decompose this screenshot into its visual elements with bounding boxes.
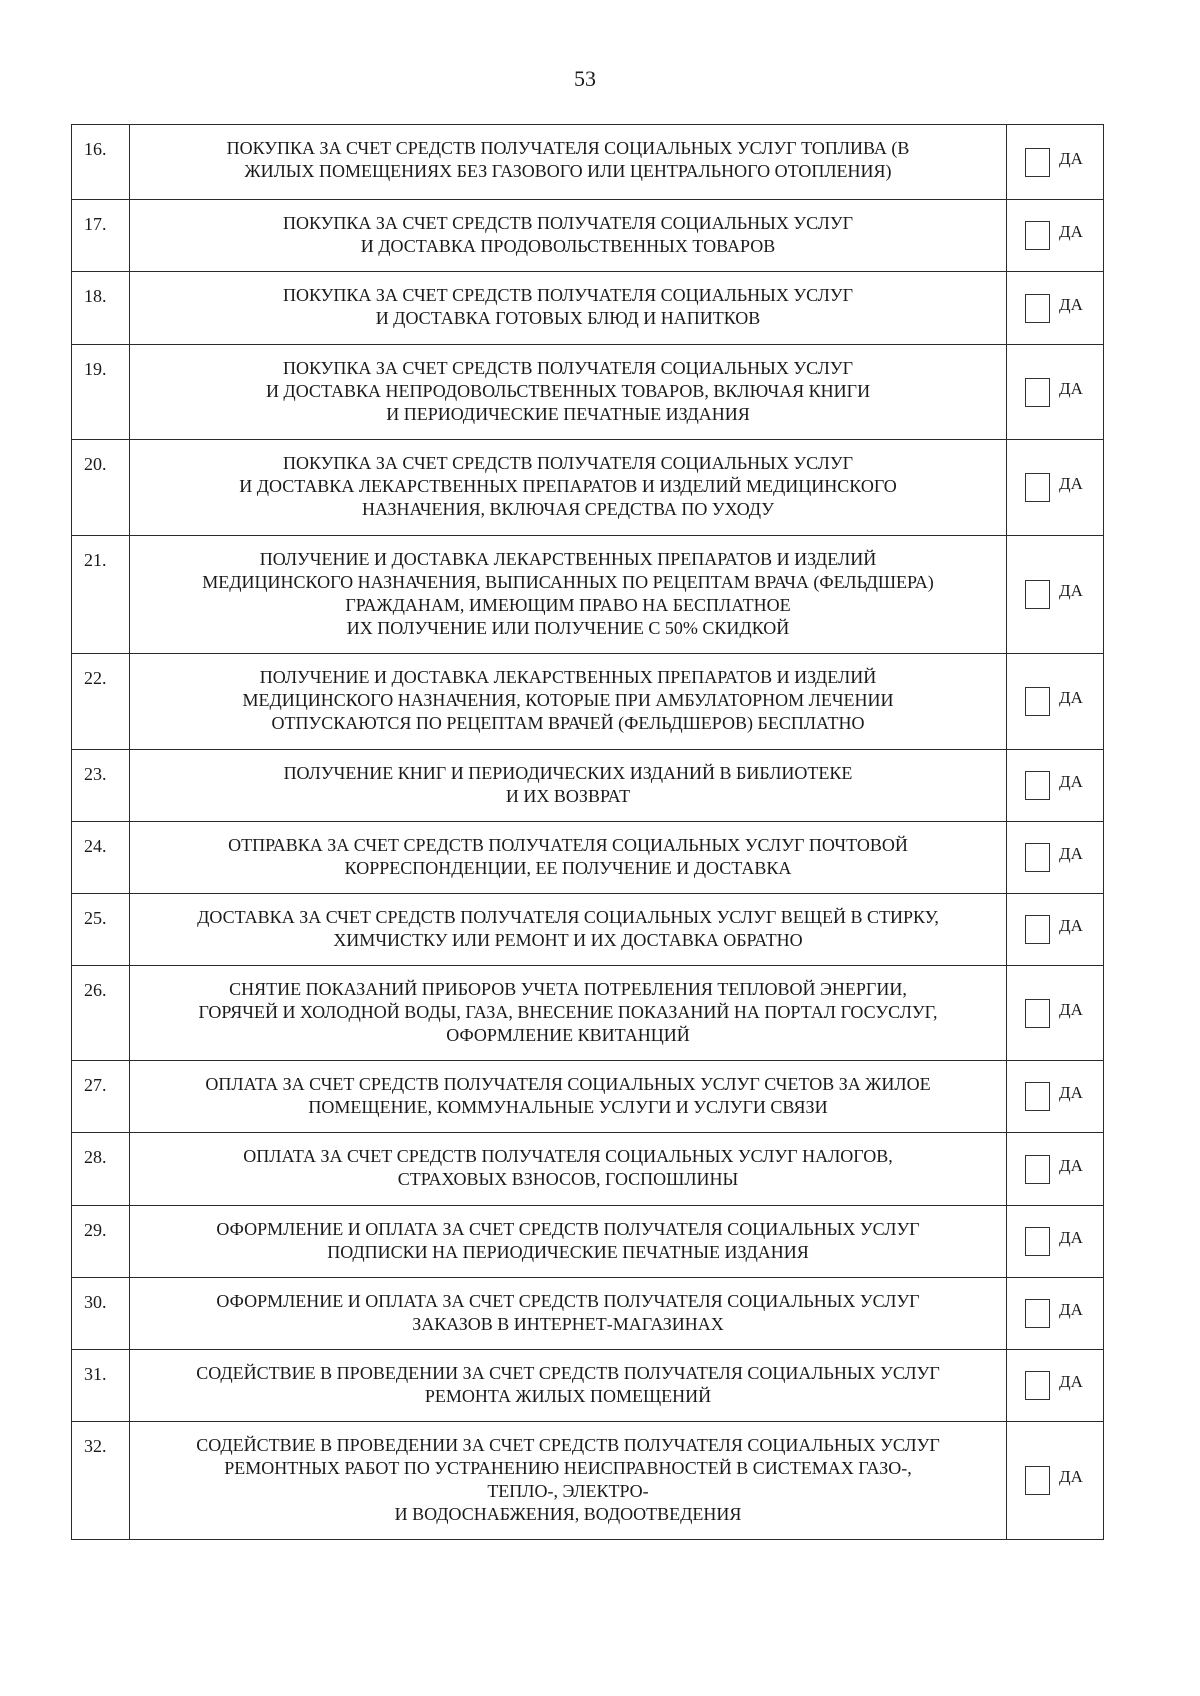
yes-label: ДА	[1059, 1155, 1083, 1175]
yes-checkbox[interactable]	[1025, 915, 1050, 944]
table-row	[72, 200, 1104, 272]
yes-option[interactable]	[1025, 843, 1103, 872]
yes-checkbox[interactable]	[1025, 843, 1050, 872]
yes-option[interactable]	[1025, 1371, 1103, 1400]
row-number: 30.	[72, 1278, 130, 1350]
yes-option[interactable]	[1025, 580, 1103, 609]
yes-option[interactable]	[1025, 999, 1103, 1028]
table-row	[72, 272, 1104, 345]
service-description: СОДЕЙСТВИЕ В ПРОВЕДЕНИИ ЗА СЧЕТ СРЕДСТВ ПОЛУЧАТЕЛЯ СОЦИАЛЬНЫХ УСЛУГ РЕМОНТА ЖИЛЫХ ПОМЕЩЕНИЙ	[130, 1350, 1007, 1422]
yes-checkbox[interactable]	[1025, 1082, 1050, 1111]
table-row	[72, 822, 1104, 894]
page-number: 53	[574, 66, 596, 91]
row-number: 31.	[72, 1350, 130, 1422]
yes-option[interactable]	[1025, 294, 1103, 323]
yes-option[interactable]	[1025, 378, 1103, 407]
yes-option[interactable]	[1025, 1227, 1103, 1256]
yes-label: ДА	[1059, 999, 1083, 1019]
yes-checkbox[interactable]	[1025, 999, 1050, 1028]
table-row	[72, 966, 1104, 1061]
service-description: ПОКУПКА ЗА СЧЕТ СРЕДСТВ ПОЛУЧАТЕЛЯ СОЦИАЛЬНЫХ УСЛУГ И ДОСТАВКА ПРОДОВОЛЬСТВЕННЫХ ТОВАРОВ	[130, 200, 1007, 272]
yes-checkbox[interactable]	[1025, 771, 1050, 800]
row-number: 21.	[72, 536, 130, 654]
row-number: 17.	[72, 200, 130, 272]
yes-cell	[1007, 654, 1104, 750]
yes-cell	[1007, 200, 1104, 272]
service-description: СНЯТИЕ ПОКАЗАНИЙ ПРИБОРОВ УЧЕТА ПОТРЕБЛЕНИЯ ТЕПЛОВОЙ ЭНЕРГИИ, ГОРЯЧЕЙ И ХОЛОДНОЙ ВОДЫ, ГАЗА, ВНЕСЕНИЕ ПОКАЗАНИЙ НА ПОРТАЛ ГОСУСЛУГ, ОФОРМЛЕНИЕ КВИТАНЦИЙ	[130, 966, 1007, 1061]
yes-label: ДА	[1059, 378, 1083, 398]
service-description: ДОСТАВКА ЗА СЧЕТ СРЕДСТВ ПОЛУЧАТЕЛЯ СОЦИАЛЬНЫХ УСЛУГ ВЕЩЕЙ В СТИРКУ, ХИМЧИСТКУ ИЛИ РЕМОНТ И ИХ ДОСТАВКА ОБРАТНО	[130, 894, 1007, 966]
yes-label: ДА	[1059, 474, 1083, 493]
yes-label: ДА	[1059, 772, 1083, 791]
yes-checkbox[interactable]	[1025, 1466, 1050, 1495]
row-number: 25.	[72, 894, 130, 966]
service-description: ПОКУПКА ЗА СЧЕТ СРЕДСТВ ПОЛУЧАТЕЛЯ СОЦИАЛЬНЫХ УСЛУГ ТОПЛИВА (В ЖИЛЫХ ПОМЕЩЕНИЯХ БЕЗ ГАЗОВОГО ИЛИ ЦЕНТРАЛЬНОГО ОТОПЛЕНИЯ)	[130, 125, 1007, 200]
yes-checkbox[interactable]	[1025, 378, 1050, 407]
yes-option[interactable]	[1025, 148, 1103, 177]
yes-label: ДА	[1059, 916, 1083, 935]
yes-option[interactable]	[1025, 473, 1103, 502]
row-number: 27.	[72, 1061, 130, 1133]
service-description: ПОЛУЧЕНИЕ КНИГ И ПЕРИОДИЧЕСКИХ ИЗДАНИЙ В БИБЛИОТЕКЕ И ИХ ВОЗВРАТ	[130, 750, 1007, 822]
yes-label: ДА	[1059, 1300, 1083, 1319]
yes-label: ДА	[1059, 1228, 1083, 1247]
row-number: 29.	[72, 1206, 130, 1278]
yes-cell	[1007, 966, 1104, 1061]
service-description: ОПЛАТА ЗА СЧЕТ СРЕДСТВ ПОЛУЧАТЕЛЯ СОЦИАЛЬНЫХ УСЛУГ СЧЕТОВ ЗА ЖИЛОЕ ПОМЕЩЕНИЕ, КОММУНАЛЬНЫЕ УСЛУГИ И УСЛУГИ СВЯЗИ	[130, 1061, 1007, 1133]
yes-cell	[1007, 345, 1104, 440]
yes-label: ДА	[1059, 581, 1083, 600]
yes-option[interactable]	[1025, 1299, 1103, 1328]
service-description: ОФОРМЛЕНИЕ И ОПЛАТА ЗА СЧЕТ СРЕДСТВ ПОЛУЧАТЕЛЯ СОЦИАЛЬНЫХ УСЛУГ ЗАКАЗОВ В ИНТЕРНЕТ-МАГАЗИНАХ	[130, 1278, 1007, 1350]
yes-checkbox[interactable]	[1025, 1155, 1050, 1184]
row-number: 23.	[72, 750, 130, 822]
yes-cell	[1007, 894, 1104, 966]
yes-label: ДА	[1059, 294, 1083, 314]
yes-label: ДА	[1059, 688, 1083, 707]
yes-label: ДА	[1059, 1467, 1083, 1486]
yes-cell	[1007, 1422, 1104, 1540]
yes-cell	[1007, 750, 1104, 822]
yes-checkbox[interactable]	[1025, 221, 1050, 250]
yes-checkbox[interactable]	[1025, 473, 1050, 502]
service-description: ОТПРАВКА ЗА СЧЕТ СРЕДСТВ ПОЛУЧАТЕЛЯ СОЦИАЛЬНЫХ УСЛУГ ПОЧТОВОЙ КОРРЕСПОНДЕНЦИИ, ЕЕ ПОЛУЧЕНИЕ И ДОСТАВКА	[130, 822, 1007, 894]
row-number: 24.	[72, 822, 130, 894]
services-table-body	[72, 125, 1104, 1540]
row-number: 32.	[72, 1422, 130, 1540]
row-number: 20.	[72, 440, 130, 536]
table-row	[72, 125, 1104, 200]
yes-checkbox[interactable]	[1025, 294, 1050, 323]
yes-label: ДА	[1059, 222, 1083, 241]
table-row	[72, 654, 1104, 750]
yes-option[interactable]	[1025, 1082, 1103, 1111]
yes-option[interactable]	[1025, 771, 1103, 800]
yes-checkbox[interactable]	[1025, 1371, 1050, 1400]
table-row	[72, 1278, 1104, 1350]
table-row	[72, 894, 1104, 966]
table-row	[72, 345, 1104, 440]
yes-checkbox[interactable]	[1025, 687, 1050, 716]
row-number: 18.	[72, 272, 130, 345]
row-number: 26.	[72, 966, 130, 1061]
yes-cell	[1007, 1061, 1104, 1133]
yes-cell	[1007, 1278, 1104, 1350]
yes-option[interactable]	[1025, 1466, 1103, 1495]
yes-cell	[1007, 536, 1104, 654]
yes-cell	[1007, 1206, 1104, 1278]
service-description: ПОКУПКА ЗА СЧЕТ СРЕДСТВ ПОЛУЧАТЕЛЯ СОЦИАЛЬНЫХ УСЛУГ И ДОСТАВКА НЕПРОДОВОЛЬСТВЕННЫХ ТОВАРОВ, ВКЛЮЧАЯ КНИГИ И ПЕРИОДИЧЕСКИЕ ПЕЧАТНЫЕ ИЗДАНИЯ	[130, 345, 1007, 440]
service-description: ПОКУПКА ЗА СЧЕТ СРЕДСТВ ПОЛУЧАТЕЛЯ СОЦИАЛЬНЫХ УСЛУГ И ДОСТАВКА ГОТОВЫХ БЛЮД И НАПИТКОВ	[130, 272, 1007, 345]
yes-checkbox[interactable]	[1025, 148, 1050, 177]
service-description: ОФОРМЛЕНИЕ И ОПЛАТА ЗА СЧЕТ СРЕДСТВ ПОЛУЧАТЕЛЯ СОЦИАЛЬНЫХ УСЛУГ ПОДПИСКИ НА ПЕРИОДИЧЕСКИЕ ПЕЧАТНЫЕ ИЗДАНИЯ	[130, 1206, 1007, 1278]
service-description: ПОЛУЧЕНИЕ И ДОСТАВКА ЛЕКАРСТВЕННЫХ ПРЕПАРАТОВ И ИЗДЕЛИЙ МЕДИЦИНСКОГО НАЗНАЧЕНИЯ, ВЫПИСАННЫХ ПО РЕЦЕПТАМ ВРАЧА (ФЕЛЬДШЕРА) ГРАЖДАНАМ, ИМЕЮЩИМ ПРАВО НА БЕСПЛАТНОЕ ИХ ПОЛУЧЕНИЕ ИЛИ ПОЛУЧЕНИЕ С 50% СКИДКОЙ	[130, 536, 1007, 654]
row-number: 22.	[72, 654, 130, 750]
services-table	[71, 124, 1104, 1540]
row-number: 28.	[72, 1133, 130, 1206]
yes-cell	[1007, 822, 1104, 894]
row-number: 16.	[72, 125, 130, 200]
yes-cell	[1007, 125, 1104, 200]
table-row	[72, 440, 1104, 536]
yes-option[interactable]	[1025, 221, 1103, 250]
yes-label: ДА	[1059, 844, 1083, 863]
yes-cell	[1007, 440, 1104, 536]
table-row	[72, 750, 1104, 822]
table-row	[72, 1206, 1104, 1278]
yes-label: ДА	[1059, 1083, 1083, 1102]
yes-label: ДА	[1059, 1372, 1083, 1391]
service-description: СОДЕЙСТВИЕ В ПРОВЕДЕНИИ ЗА СЧЕТ СРЕДСТВ ПОЛУЧАТЕЛЯ СОЦИАЛЬНЫХ УСЛУГ РЕМОНТНЫХ РАБОТ ПО УСТРАНЕНИЮ НЕИСПРАВНОСТЕЙ В СИСТЕМАХ ГАЗО-, ТЕПЛО-, ЭЛЕКТРО- И ВОДОСНАБЖЕНИЯ, ВОДООТВЕДЕНИЯ	[130, 1422, 1007, 1540]
yes-checkbox[interactable]	[1025, 1299, 1050, 1328]
table-row	[72, 1422, 1104, 1540]
table-row	[72, 536, 1104, 654]
yes-checkbox[interactable]	[1025, 580, 1050, 609]
table-row	[72, 1350, 1104, 1422]
yes-cell	[1007, 1133, 1104, 1206]
table-row	[72, 1133, 1104, 1206]
service-description: ПОКУПКА ЗА СЧЕТ СРЕДСТВ ПОЛУЧАТЕЛЯ СОЦИАЛЬНЫХ УСЛУГ И ДОСТАВКА ЛЕКАРСТВЕННЫХ ПРЕПАРАТОВ И ИЗДЕЛИЙ МЕДИЦИНСКОГО НАЗНАЧЕНИЯ, ВКЛЮЧАЯ СРЕДСТВА ПО УХОДУ	[130, 440, 1007, 536]
yes-option[interactable]	[1025, 915, 1103, 944]
yes-cell	[1007, 1350, 1104, 1422]
yes-option[interactable]	[1025, 1155, 1103, 1184]
service-description: ПОЛУЧЕНИЕ И ДОСТАВКА ЛЕКАРСТВЕННЫХ ПРЕПАРАТОВ И ИЗДЕЛИЙ МЕДИЦИНСКОГО НАЗНАЧЕНИЯ, КОТОРЫЕ ПРИ АМБУЛАТОРНОМ ЛЕЧЕНИИ ОТПУСКАЮТСЯ ПО РЕЦЕПТАМ ВРАЧЕЙ (ФЕЛЬДШЕРОВ) БЕСПЛАТНО	[130, 654, 1007, 750]
yes-checkbox[interactable]	[1025, 1227, 1050, 1256]
service-description: ОПЛАТА ЗА СЧЕТ СРЕДСТВ ПОЛУЧАТЕЛЯ СОЦИАЛЬНЫХ УСЛУГ НАЛОГОВ, СТРАХОВЫХ ВЗНОСОВ, ГОСПОШЛИНЫ	[130, 1133, 1007, 1206]
yes-label: ДА	[1059, 148, 1083, 168]
yes-cell	[1007, 272, 1104, 345]
yes-option[interactable]	[1025, 687, 1103, 716]
table-row	[72, 1061, 1104, 1133]
row-number: 19.	[72, 345, 130, 440]
